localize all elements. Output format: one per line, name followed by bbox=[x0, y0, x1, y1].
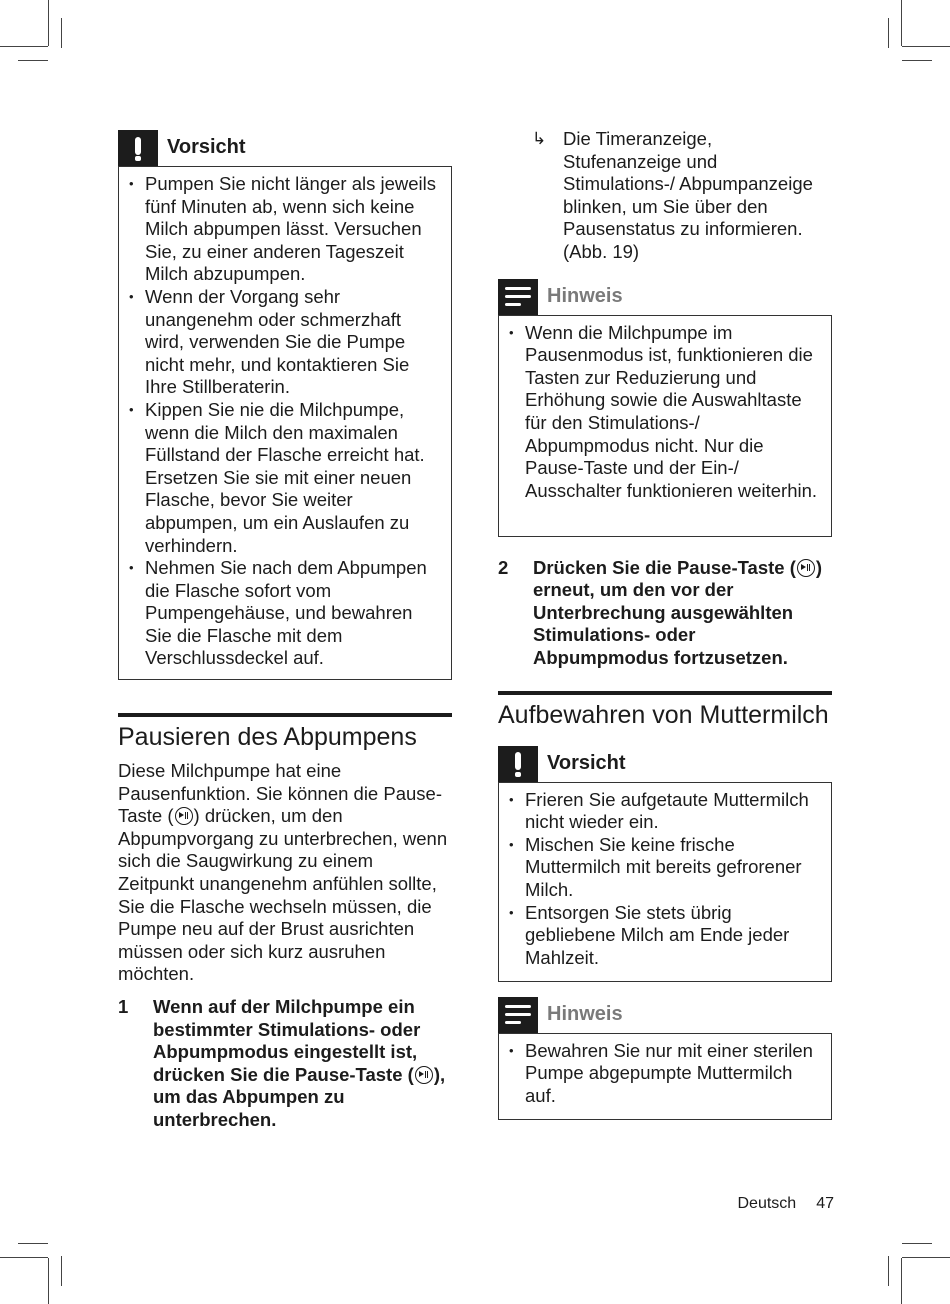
caution-list bbox=[127, 173, 443, 670]
caution-box bbox=[118, 166, 452, 680]
section-rule bbox=[498, 691, 832, 695]
caution-callout bbox=[498, 746, 832, 982]
exclamation-icon bbox=[118, 130, 158, 166]
step-result: ↳ Die Timeranzeige, Stufenanzeige und Stimulations-/ Abpumpanzeige blinken, um Sie über den Pausenstatus zu informieren. (Abb. 19) bbox=[532, 128, 813, 262]
result-arrow-icon: ↳ bbox=[532, 129, 547, 148]
list-item: • Mischen Sie keine frische Muttermilch mit bereits gefrorener Milch. bbox=[507, 834, 823, 902]
note-list bbox=[507, 322, 823, 503]
note-callout bbox=[498, 997, 832, 1120]
footer-language: Deutsch bbox=[737, 1195, 797, 1212]
list-item: • Kippen Sie nie die Milchpumpe, wenn die Milch den maximalen Füllstand der Flasche erreicht hat. Ersetzen Sie sie mit einer neuen Flasche, bevor Sie weiter abpumpen, um ein Auslaufen zu verhindern. bbox=[127, 399, 443, 557]
play-pause-icon bbox=[797, 559, 815, 577]
pause-section bbox=[118, 713, 452, 1132]
note-list bbox=[507, 1040, 823, 1108]
step-1: 1 Wenn auf der Milchpumpe ein bestimmter Stimulations- oder Abpumpmodus eingestellt ist, drücken Sie die Pause-Taste ( ), um das Abpumpen zu unterbrechen. bbox=[118, 995, 446, 1130]
lines-icon bbox=[498, 279, 538, 315]
lines-icon bbox=[498, 997, 538, 1033]
section-rule bbox=[118, 713, 452, 717]
note-header bbox=[498, 997, 832, 1033]
page-footer bbox=[700, 1195, 834, 1213]
note-title: Hinweis bbox=[547, 1002, 623, 1025]
section-intro: Diese Milchpumpe hat eine Pausenfunktion. Sie können die Pause-Taste ( ) drücken, um den Abpumpvorgang zu unterbrechen, wenn sich die Saugwirkung zu einem Zeitpunkt unangenehm anfühlen sollte, Sie die Flasche wechseln müssen, die Pumpe neu auf der Brust ausrichten müssen oder sich kurz ausruhen möchten. bbox=[118, 760, 448, 985]
play-pause-icon bbox=[415, 1066, 433, 1084]
list-item: • Wenn die Milchpumpe im Pausenmodus ist, funktionieren die Tasten zur Reduzierung und Erhöhung sowie die Auswahltaste für den Stimulations-/ Abpumpmodus nicht. Nur die Pause-Taste und der Ein-/ Ausschalter funktionieren weiterhin. bbox=[507, 322, 823, 503]
page-number: 47 bbox=[816, 1195, 834, 1212]
left-column bbox=[118, 130, 452, 1132]
exclamation-icon bbox=[498, 746, 538, 782]
note-callout bbox=[498, 279, 832, 537]
step-number: 2 bbox=[498, 556, 509, 578]
list-item: • Bewahren Sie nur mit einer sterilen Pumpe abgepumpte Muttermilch auf. bbox=[507, 1040, 823, 1108]
caution-title: Vorsicht bbox=[167, 136, 246, 158]
step-2: 2 Drücken Sie die Pause-Taste ( ) erneut, um den vor der Unterbrechung ausgewählten Stimulations- oder Abpumpmodus fortzusetzen. bbox=[498, 556, 823, 668]
caution-list bbox=[507, 789, 823, 970]
step-number: 1 bbox=[118, 995, 129, 1017]
caution-header bbox=[498, 746, 832, 782]
section-title: Pausieren des Abpumpens bbox=[118, 723, 417, 751]
section-title: Aufbewahren von Muttermilch bbox=[498, 700, 829, 729]
list-item: • Pumpen Sie nicht länger als jeweils fünf Minuten ab, wenn sich keine Milch abpumpen lässt. Versuchen Sie, zu einer anderen Tageszeit Milch abzupumpen. bbox=[127, 173, 443, 286]
list-item: • Entsorgen Sie stets übrig gebliebene Milch am Ende jeder Mahlzeit. bbox=[507, 902, 823, 970]
storage-section bbox=[498, 691, 832, 1120]
caution-box bbox=[498, 782, 832, 982]
list-item: • Wenn der Vorgang sehr unangenehm oder schmerzhaft wird, verwenden Sie die Pumpe nicht mehr, und kontaktieren Sie Ihre Stillberaterin. bbox=[127, 286, 443, 399]
note-box bbox=[498, 315, 832, 537]
caution-header bbox=[118, 130, 452, 166]
note-title: Hinweis bbox=[547, 284, 623, 307]
note-box bbox=[498, 1033, 832, 1120]
list-item: • Frieren Sie aufgetaute Muttermilch nicht wieder ein. bbox=[507, 789, 823, 834]
play-pause-icon bbox=[175, 807, 193, 825]
list-item: • Nehmen Sie nach dem Abpumpen die Flasche sofort vom Pumpengehäuse, und bewahren Sie die Flasche mit dem Verschlussdeckel auf. bbox=[127, 557, 443, 670]
note-header bbox=[498, 279, 832, 315]
caution-title: Vorsicht bbox=[547, 751, 626, 774]
right-column bbox=[498, 128, 832, 1120]
caution-callout bbox=[118, 130, 452, 680]
